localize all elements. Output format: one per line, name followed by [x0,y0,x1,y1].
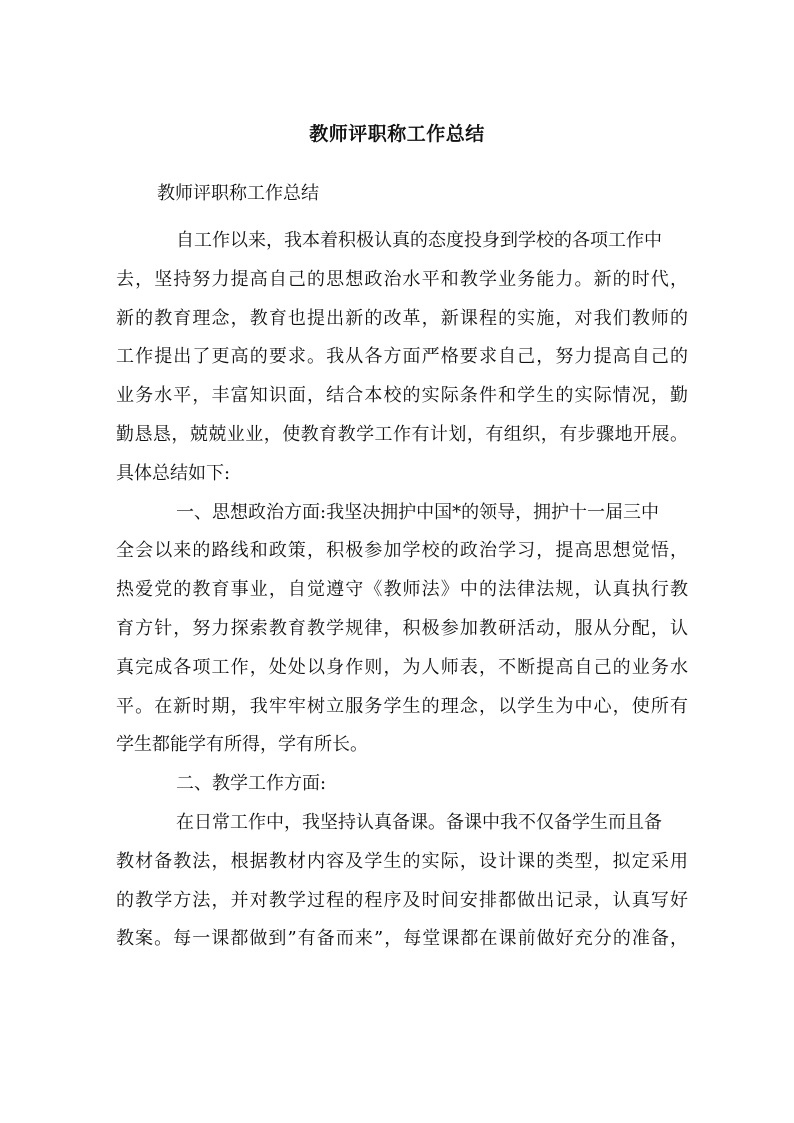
document-subtitle: 教师评职称工作总结 [157,183,319,204]
paragraph-line: 新的教育理念，教育也提出新的改革，新课程的实施，对我们教师的 [116,307,688,329]
paragraph-line: 真完成各项工作，处处以身作则，为人师表，不断提高自己的业务水 [116,656,688,678]
document-body [116,222,688,959]
paragraph-line: 去，坚持努力提高自己的思想政治水平和教学业务能力。新的时代， [116,268,688,290]
paragraph-line: 业务水平，丰富知识面，结合本校的实际条件和学生的实际情况，勤 [116,385,688,407]
document-title: 教师评职称工作总结 [309,123,485,145]
paragraph-line: 热爱党的教育事业，自觉遵守《教师法》中的法律法规，认真执行教 [116,579,688,601]
section-heading: 二、教学工作方面: [176,773,327,795]
paragraph-line: 育方针，努力探索教育教学规律，积极参加教研活动，服从分配，认 [116,617,688,639]
paragraph-line: 教案。每一课都做到”有备而来”，每堂课都在课前做好充分的准备， [116,928,688,950]
paragraph-line: 教材备教法，根据教材内容及学生的实际，设计课的类型，拟定采用 [116,850,688,872]
paragraph-line: 学生都能学有所得，学有所长。 [116,734,368,756]
paragraph-line: 自工作以来，我本着积极认真的态度投身到学校的各项工作中 [176,230,662,251]
paragraph-line: 具体总结如下: [116,462,231,484]
paragraph-line: 在日常工作中，我坚持认真备课。备课中我不仅备学生而且备 [176,811,662,833]
paragraph-line: 平。在新时期，我牢牢树立服务学生的理念，以学生为中心，使所有 [116,695,688,717]
paragraph-line: 工作提出了更高的要求。我从各方面严格要求自己，努力提高自己的 [116,346,688,368]
paragraph-line: 勤恳恳，兢兢业业，使教育教学工作有计划，有组织，有步骤地开展。 [116,423,688,445]
paragraph-line: 一、思想政治方面:我坚决拥护中国*的领导，拥护十一届三中 [176,501,660,523]
paragraph-line: 全会以来的路线和政策，积极参加学校的政治学习，提高思想觉悟， [116,540,688,562]
paragraph-line: 的教学方法，并对教学过程的程序及时间安排都做出记录，认真写好 [116,889,688,911]
